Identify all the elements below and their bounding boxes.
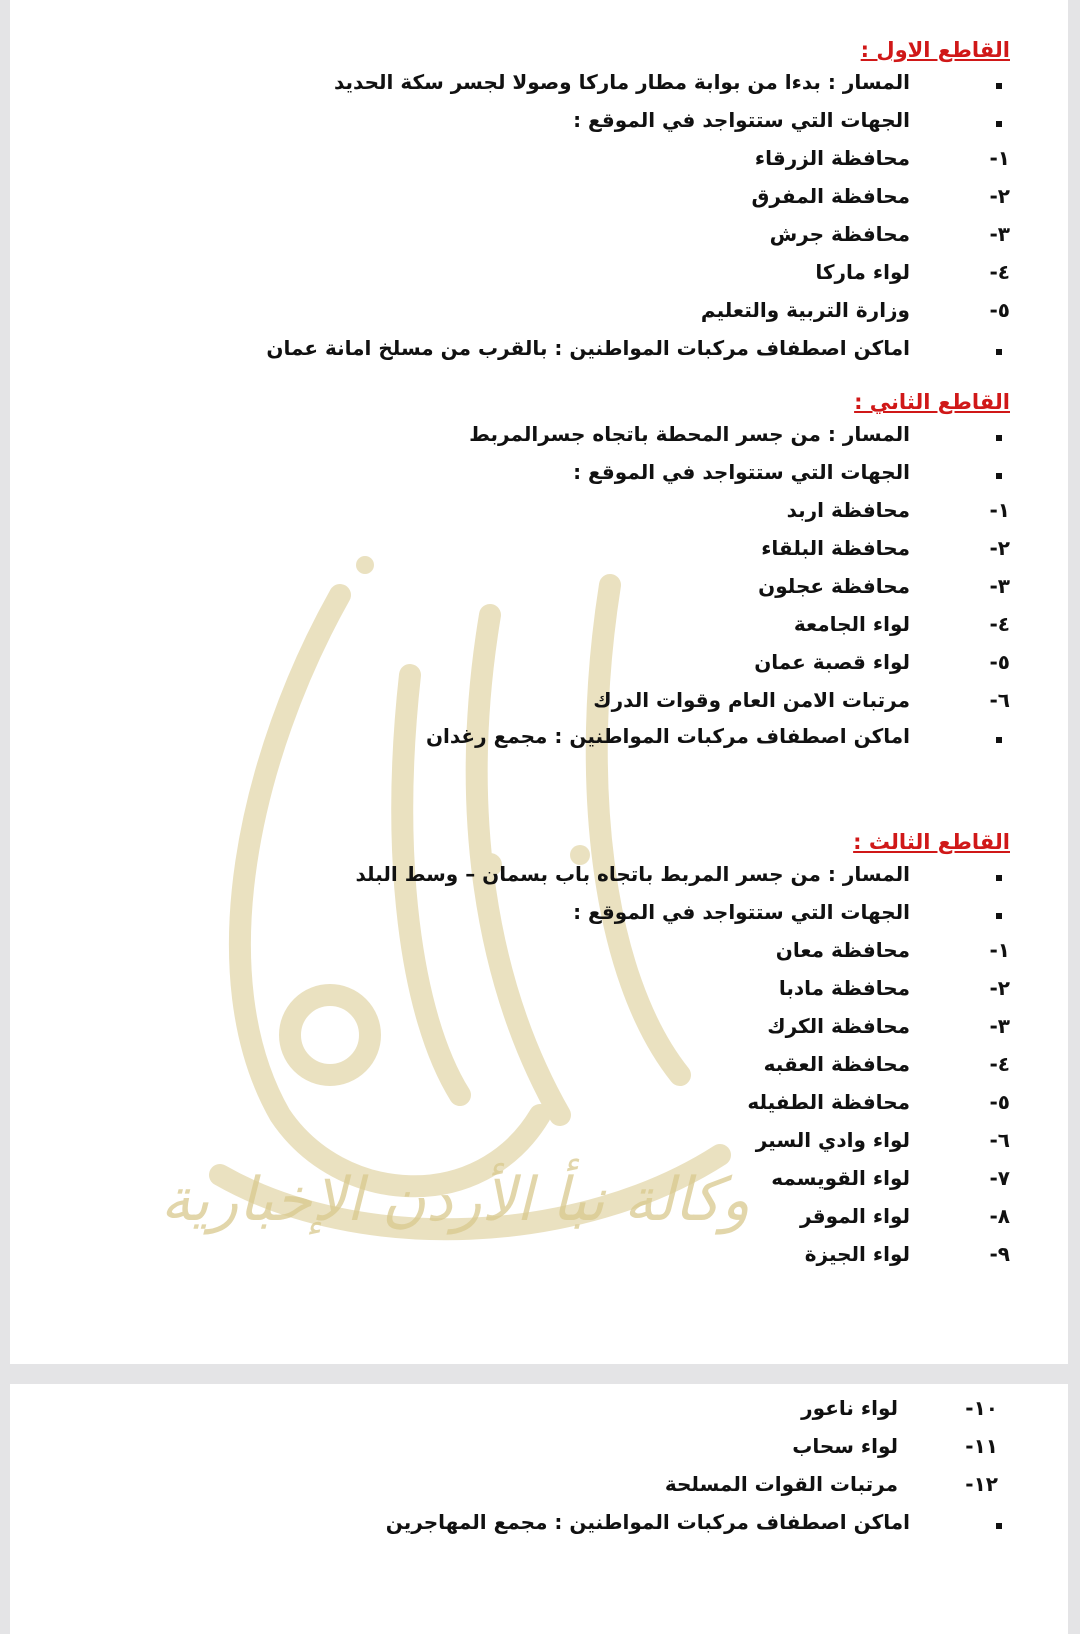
list-item: ٨- لواء الموقر xyxy=(800,1204,1010,1228)
list-item: ٤- محافظة العقبه xyxy=(763,1052,1010,1076)
bullet-icon xyxy=(996,737,1002,743)
section-1-title: القاطع الاول : xyxy=(860,38,1010,62)
list-item: ٥- وزارة التربية والتعليم xyxy=(700,298,1010,322)
section-2-entities-label: الجهات التي ستتواجد في الموقع : xyxy=(250,460,1010,490)
list-item: ١١- لواء سحاب xyxy=(792,1434,998,1458)
section-2-parking: اماكن اصطفاف مركبات المواطنين : مجمع رغدان xyxy=(250,724,1010,754)
document-page-2 xyxy=(10,1384,1068,1634)
list-item: ٤- لواء ماركا xyxy=(815,260,1010,284)
bullet-icon xyxy=(996,875,1002,881)
section-1-parking: اماكن اصطفاف مركبات المواطنين : بالقرب من مسلخ امانة عمان xyxy=(250,336,1010,366)
list-item: ٧- لواء القويسمه xyxy=(771,1166,1010,1190)
bullet-icon xyxy=(996,435,1002,441)
list-item: ٣- محافظة جرش xyxy=(769,222,1010,246)
bullet-icon xyxy=(996,121,1002,127)
list-item: ١- محافظة معان xyxy=(775,938,1010,962)
watermark-agency-text: وكالة نبأ الأردن الإخبارية xyxy=(160,1165,750,1235)
list-item: ٣- محافظة الكرك xyxy=(767,1014,1010,1038)
list-item: ٦- لواء وادي السير xyxy=(755,1128,1010,1152)
bullet-icon xyxy=(996,349,1002,355)
section-1-entities-label: الجهات التي ستتواجد في الموقع : xyxy=(250,108,1010,138)
list-item: ٥- محافظة الطفيله xyxy=(747,1090,1010,1114)
list-item: ٢- محافظة البلقاء xyxy=(761,536,1010,560)
section-1-route: المسار : بدءا من بوابة مطار ماركا وصولا لجسر سكة الحديد xyxy=(250,70,1010,100)
list-item: ٥- لواء قصبة عمان xyxy=(754,650,1010,674)
list-item: ١- محافظة الزرقاء xyxy=(754,146,1010,170)
bullet-icon xyxy=(996,473,1002,479)
bullet-icon xyxy=(996,1523,1002,1529)
section-3-route: المسار : من جسر المربط باتجاه باب بسمان – وسط البلد xyxy=(250,862,1010,892)
bullet-icon xyxy=(996,913,1002,919)
list-item: ٢- محافظة المفرق xyxy=(751,184,1010,208)
list-item: ١٢- مرتبات القوات المسلحة xyxy=(664,1472,998,1496)
section-3-parking: اماكن اصطفاف مركبات المواطنين : مجمع المهاجرين xyxy=(250,1510,1010,1540)
section-2-route: المسار : من جسر المحطة باتجاه جسرالمربط xyxy=(250,422,1010,452)
section-3-title: القاطع الثالث : xyxy=(853,830,1010,854)
list-item: ١- محافظة اربد xyxy=(786,498,1010,522)
section-3-entities-label: الجهات التي ستتواجد في الموقع : xyxy=(250,900,1010,930)
list-item: ١٠- لواء ناعور xyxy=(801,1396,998,1420)
section-2-title: القاطع الثاني : xyxy=(854,390,1010,414)
list-item: ٩- لواء الجيزة xyxy=(804,1242,1010,1266)
list-item: ٢- محافظة مادبا xyxy=(778,976,1010,1000)
list-item: ٣- محافظة عجلون xyxy=(758,574,1010,598)
document-page-1 xyxy=(10,0,1068,1364)
bullet-icon xyxy=(996,83,1002,89)
list-item: ٤- لواء الجامعة xyxy=(793,612,1010,636)
list-item: ٦- مرتبات الامن العام وقوات الدرك xyxy=(593,688,1010,712)
